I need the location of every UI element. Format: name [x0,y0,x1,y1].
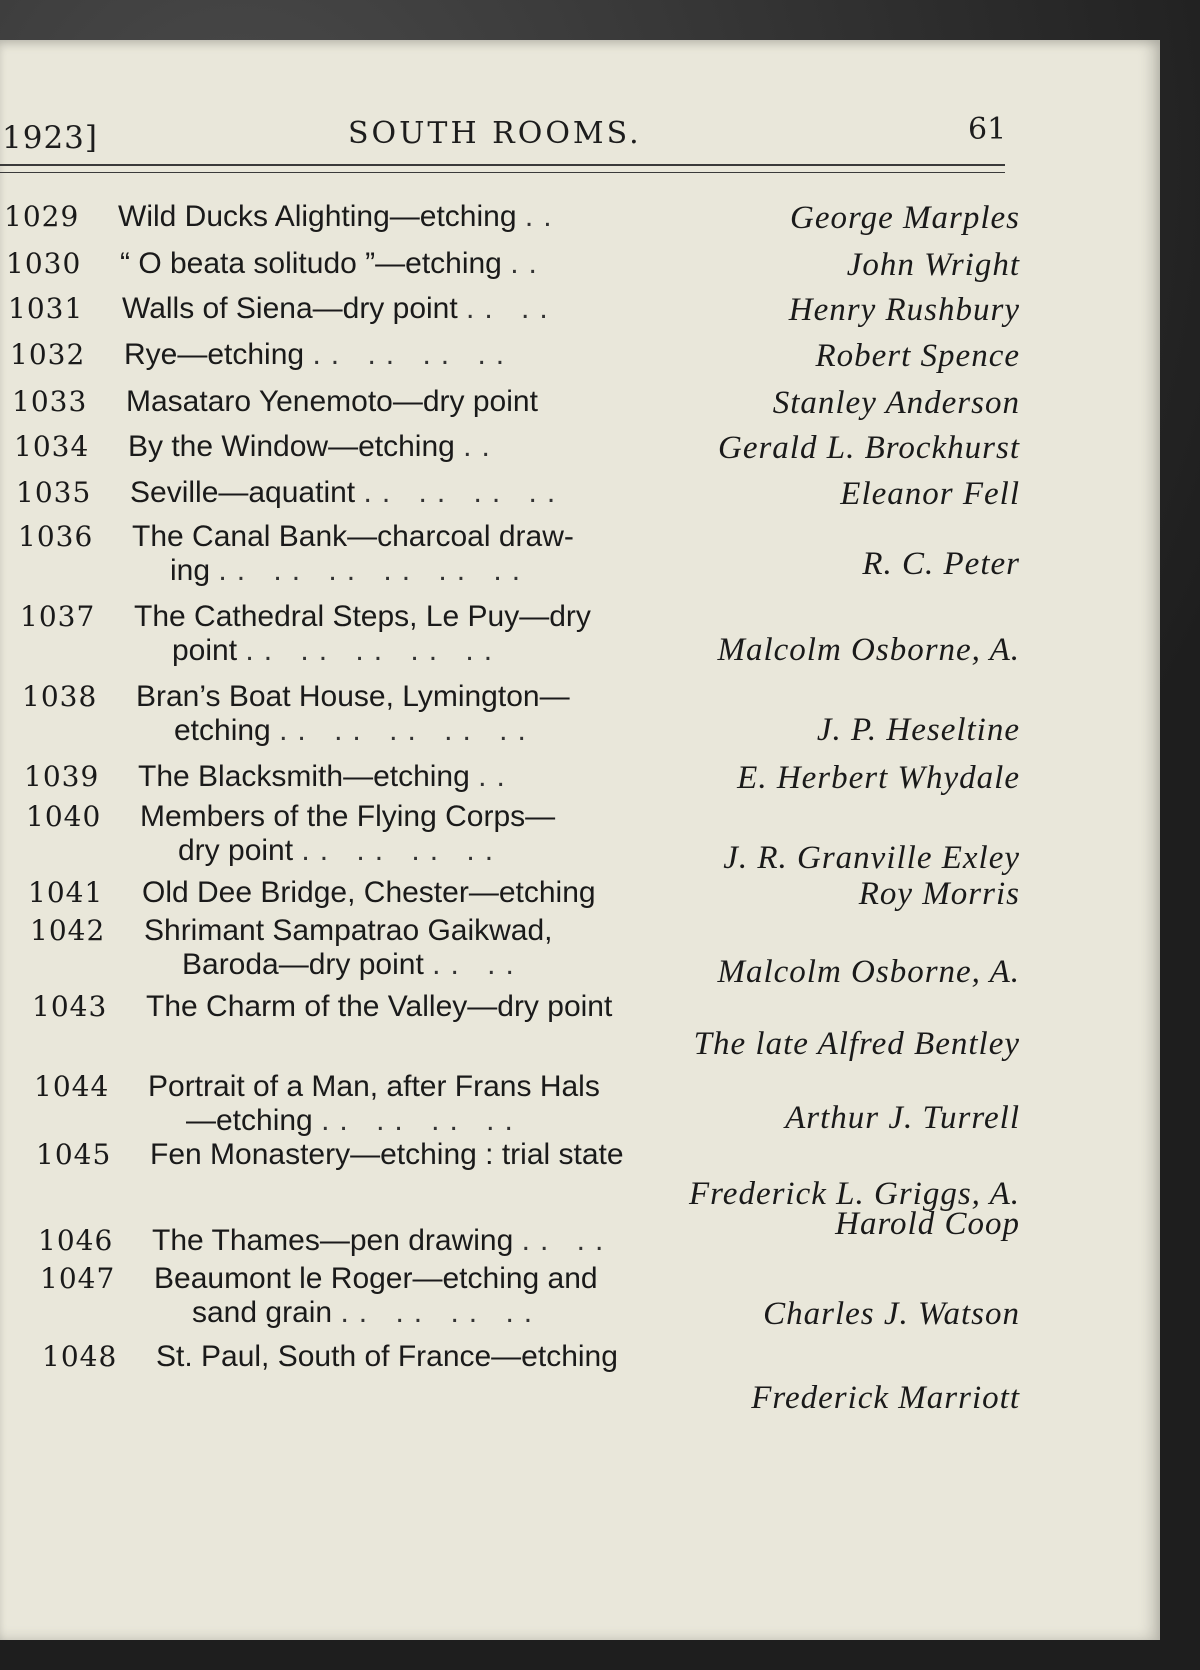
entry-title [144,914,744,982]
entry-artist: Henry Rushbury [788,292,1020,328]
entry-title-text: By the Window—etching [128,430,455,463]
entry-artist: George Marples [790,200,1020,236]
leader-dots: .. [478,760,515,793]
entry-title [138,760,738,794]
entry-title-continuation: —etching [186,1104,313,1137]
entry-title [154,1262,754,1330]
catalogue-entry [0,247,1020,289]
entry-title-text: Members of the Flying Corps— [140,800,556,833]
catalogue-entry [0,680,1020,756]
entry-title-text: Shrimant Sampatrao Gaikwad, [144,914,553,947]
leader-dots: .. .. .. .. [321,1104,523,1137]
catalogue-entry [0,338,1020,380]
leader-dots: .. [463,430,500,463]
entry-number: 1045 [36,1138,112,1171]
entry-artist: J. P. Heseltine [816,712,1020,748]
catalogue-entry [0,200,1020,242]
entry-number: 1041 [28,876,104,909]
entry-title-text: Walls of Siena—dry point [122,292,458,325]
running-head [0,112,1010,172]
leader-dots: .. .. .. .. [340,1296,543,1329]
entry-title [150,1138,750,1172]
header-rule-thin [0,172,1005,173]
entry-title-text: Wild Ducks Alighting—etching [118,200,517,233]
entry-artist: Gerald L. Brockhurst [717,430,1020,466]
entry-artist: The late Alfred Bentley [693,1026,1020,1062]
leader-dots: .. .. .. .. .. [245,634,503,667]
entry-number: 1047 [40,1262,116,1295]
entry-artist: Malcolm Osborne, A. [717,632,1020,668]
entry-artist: Frederick Marriott [751,1380,1020,1416]
entry-title [130,476,730,510]
entry-number: 1030 [6,247,82,280]
entry-artist: Robert Spence [815,338,1020,374]
entry-title [132,520,732,588]
catalogue-entry [0,1138,1020,1212]
leader-dots: .. [524,200,562,233]
entry-title-text: The Charm of the Valley—dry point [146,990,613,1023]
entry-title [120,247,720,281]
entry-title-continuation: ing [170,554,211,587]
entry-title [118,200,718,234]
entry-title-continuation: dry point [178,834,294,867]
entry-number: 1039 [24,760,100,793]
catalogue-entry [0,760,1020,802]
entry-title-continuation: etching [174,714,271,747]
leader-dots: .. .. .. .. [363,476,566,509]
leader-dots: .. .. .. .. .. [279,714,536,747]
entry-title [126,385,726,419]
entry-number: 1048 [42,1340,118,1373]
catalogue-entry [0,1340,1020,1416]
entry-title-text: Fen Monastery—etching : trial state [150,1138,624,1171]
catalogue-entry [0,1070,1020,1146]
entry-number: 1044 [34,1070,110,1103]
entry-title-continuation: Baroda—dry point [182,948,424,981]
catalogue-entry [0,876,1020,918]
entry-title-text: St. Paul, South of France—etching [156,1340,618,1373]
catalogue-entry [0,1262,1020,1338]
leader-dots: .. [510,247,547,280]
entry-number: 1046 [38,1224,114,1257]
entry-artist: Roy Morris [858,876,1020,912]
page-number: 61 [968,112,1007,147]
entry-artist: Malcolm Osborne, A. [717,954,1020,990]
entry-title [134,600,734,668]
entry-artist: Eleanor Fell [840,476,1020,512]
entry-title [122,292,722,326]
entry-artist: Arthur J. Turrell [785,1100,1020,1136]
entry-title-text: The Blacksmith—etching [138,760,470,793]
entry-title-text: Masataro Yenemoto—dry point [126,385,538,418]
entry-title [124,338,724,372]
leader-dots: .. .. [466,292,558,325]
catalogue-entry [0,800,1020,876]
entry-number: 1034 [14,430,90,463]
entry-artist: Harold Coop [835,1206,1020,1242]
catalogue-entry [0,385,1020,427]
entry-title-text: Bran’s Boat House, Lymington— [136,680,570,713]
entry-number: 1035 [16,476,92,509]
entry-artist: Charles J. Watson [763,1296,1020,1332]
entry-title-text: The Thames—pen drawing [152,1224,514,1257]
catalogue-entry [0,520,1020,596]
entry-title-continuation: point [172,634,238,667]
entry-title [148,1070,748,1138]
entry-number: 1031 [8,292,84,325]
entry-title-text: Old Dee Bridge, Chester—etching [142,876,596,909]
leader-dots: .. .. [432,948,524,981]
entry-number: 1036 [18,520,94,553]
entry-title-continuation: sand grain [192,1296,333,1329]
entry-number: 1037 [20,600,96,633]
header-title: SOUTH ROOMS. [348,116,642,151]
catalogue-entry [0,430,1020,472]
leader-dots: .. .. .. .. [312,338,515,371]
entry-artist: John Wright [846,247,1020,283]
entry-title [128,430,728,464]
leader-dots: .. .. [521,1224,614,1257]
entry-title [140,800,740,868]
entry-title-text: Rye—etching [124,338,305,371]
entry-title-text: Portrait of a Man, after Frans Hals [148,1070,600,1103]
entry-number: 1038 [22,680,98,713]
leader-dots: .. .. .. .. .. .. [218,554,531,587]
entry-artist: Stanley Anderson [772,385,1020,421]
header-rule [0,164,1005,166]
catalogue-entry [0,476,1020,518]
catalogue-entry [0,914,1020,990]
entry-title-text: The Cathedral Steps, Le Puy—dry [134,600,591,633]
entry-title-text: The Canal Bank—charcoal draw- [132,520,574,553]
entry-number: 1042 [30,914,106,947]
entry-title-text: Beaumont le Roger—etching and [154,1262,598,1295]
entry-number: 1040 [26,800,102,833]
entry-number: 1029 [4,200,80,233]
catalogue-entry [0,1206,1020,1266]
catalogue-entry [0,600,1020,676]
entry-title [146,990,746,1024]
catalogue-entry [0,990,1020,1062]
entry-artist: Frederick L. Griggs, A. [689,1176,1020,1212]
entry-title-text: Seville—aquatint [130,476,356,509]
entry-title [136,680,736,748]
entry-number: 1033 [12,385,88,418]
entry-number: 1032 [10,338,86,371]
entry-artist: J. R. Granville Exley [723,840,1020,876]
leader-dots: .. .. .. .. [301,834,504,867]
header-year: 1923] [2,120,98,156]
entry-artist: E. Herbert Whydale [737,760,1020,796]
entry-title [142,876,742,910]
catalogue-entry [0,292,1020,334]
entry-title [156,1340,756,1374]
catalogue-page [0,40,1160,1640]
entry-title [152,1224,752,1258]
entry-title-text: “ O beata solitudo ”—etching [120,247,502,280]
entry-artist: R. C. Peter [862,546,1020,582]
entry-number: 1043 [32,990,108,1023]
